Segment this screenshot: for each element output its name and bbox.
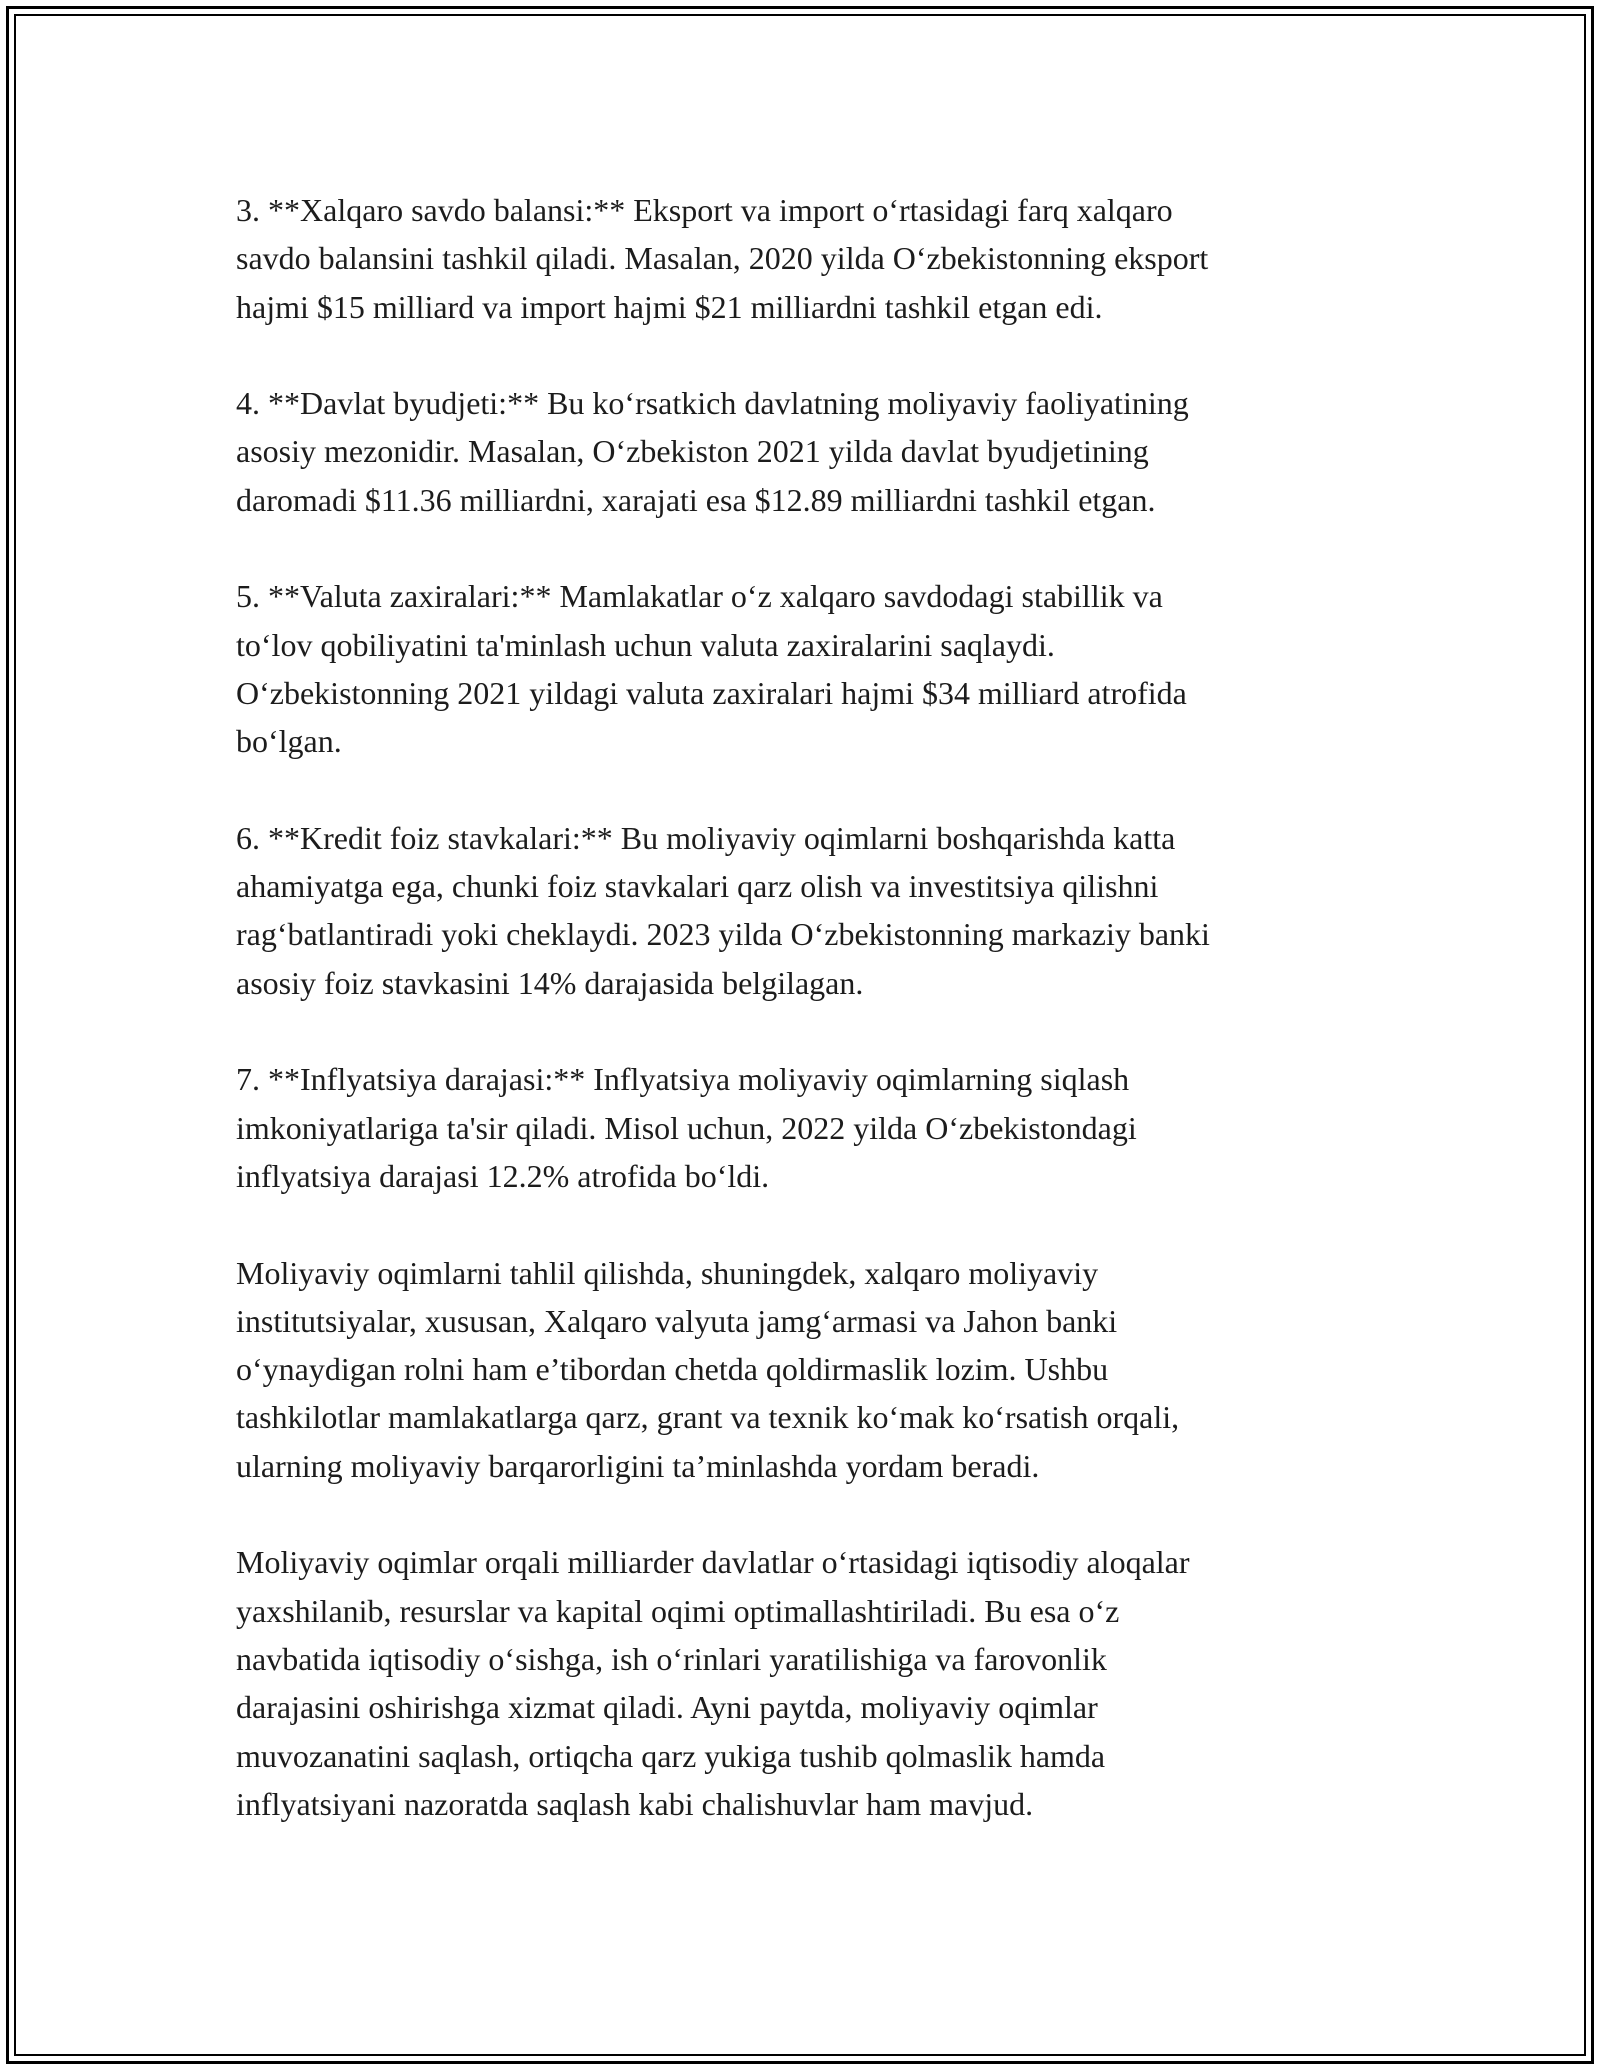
document-body	[236, 186, 1386, 1828]
text-line: muvozanatini saqlash, ortiqcha qarz yukiga tushib qolmaslik hamda	[236, 1737, 1106, 1774]
text-line: ularning moliyaviy barqarorligini ta’minlashda yordam beradi.	[236, 1447, 1040, 1484]
text-line: ahamiyatga ega, chunki foiz stavkalari qarz olish va investitsiya qilishni	[236, 868, 1159, 905]
text-line: navbatida iqtisodiy o‘sishga, ish o‘rinlari yaratilishiga va farovonlik	[236, 1640, 1107, 1677]
text-line: asosiy foiz stavkasini 14% darajasida belgilagan.	[236, 964, 864, 1001]
text-line: 5. **Valuta zaxiralari:** Mamlakatlar o‘z xalqaro savdodagi stabillik va	[236, 578, 1163, 615]
paragraph-conclusion	[236, 1538, 1386, 1828]
text-line: rag‘batlantiradi yoki cheklaydi. 2023 yilda O‘zbekistonning markaziy banki	[236, 916, 1210, 953]
text-line: tashkilotlar mamlakatlarga qarz, grant va texnik ko‘mak ko‘rsatish orqali,	[236, 1399, 1180, 1436]
text-line: 6. **Kredit foiz stavkalari:** Bu moliyaviy oqimlarni boshqarishda katta	[236, 819, 1176, 856]
text-line: inflyatsiya darajasi 12.2% atrofida bo‘ldi.	[236, 1157, 770, 1194]
paragraph-item-3	[236, 186, 1386, 331]
text-line: bo‘lgan.	[236, 723, 342, 760]
text-line: asosiy mezonidir. Masalan, O‘zbekiston 2021 yilda davlat byudjetining	[236, 433, 1149, 470]
text-line: savdo balansini tashkil qiladi. Masalan, 2020 yilda O‘zbekistonning eksport	[236, 240, 1209, 277]
text-line: 7. **Inflyatsiya darajasi:** Inflyatsiya moliyaviy oqimlarning siqlash	[236, 1061, 1130, 1098]
text-line: 4. **Davlat byudjeti:** Bu ko‘rsatkich davlatning moliyaviy faoliyatining	[236, 385, 1189, 422]
text-line: daromadi $11.36 milliardni, xarajati esa $12.89 milliardni tashkil etgan.	[236, 481, 1156, 518]
text-line: yaxshilanib, resurslar va kapital oqimi optimallashtiriladi. Bu esa o‘z	[236, 1592, 1120, 1629]
text-line: Moliyaviy oqimlarni tahlil qilishda, shuningdek, xalqaro moliyaviy	[236, 1254, 1099, 1291]
text-line: institutsiyalar, xususan, Xalqaro valyuta jamg‘armasi va Jahon banki	[236, 1302, 1118, 1339]
text-line: 3. **Xalqaro savdo balansi:** Eksport va import o‘rtasidagi farq xalqaro	[236, 192, 1173, 228]
paragraph-item-5	[236, 572, 1386, 765]
text-line: hajmi $15 milliard va import hajmi $21 milliardni tashkil etgan edi.	[236, 288, 1103, 325]
text-line: darajasini oshirishga xizmat qiladi. Ayni paytda, moliyaviy oqimlar	[236, 1689, 1098, 1726]
paragraph-item-6	[236, 814, 1386, 1007]
text-line: o‘ynaydigan rolni ham e’tibordan chetda qoldirmaslik lozim. Ushbu	[236, 1351, 1109, 1388]
text-line: O‘zbekistonning 2021 yildagi valuta zaxiralari hajmi $34 milliard atrofida	[236, 674, 1187, 711]
paragraph-institutions	[236, 1249, 1386, 1490]
text-line: to‘lov qobiliyatini ta'minlash uchun valuta zaxiralarini saqlaydi.	[236, 626, 1055, 663]
paragraph-item-4	[236, 379, 1386, 524]
paragraph-item-7	[236, 1055, 1386, 1200]
text-line: imkoniyatlariga ta'sir qiladi. Misol uchun, 2022 yilda O‘zbekistondagi	[236, 1109, 1137, 1146]
text-line: Moliyaviy oqimlar orqali milliarder davlatlar o‘rtasidagi iqtisodiy aloqalar	[236, 1544, 1190, 1581]
text-line: inflyatsiyani nazoratda saqlash kabi chalishuvlar ham mavjud.	[236, 1785, 1034, 1822]
